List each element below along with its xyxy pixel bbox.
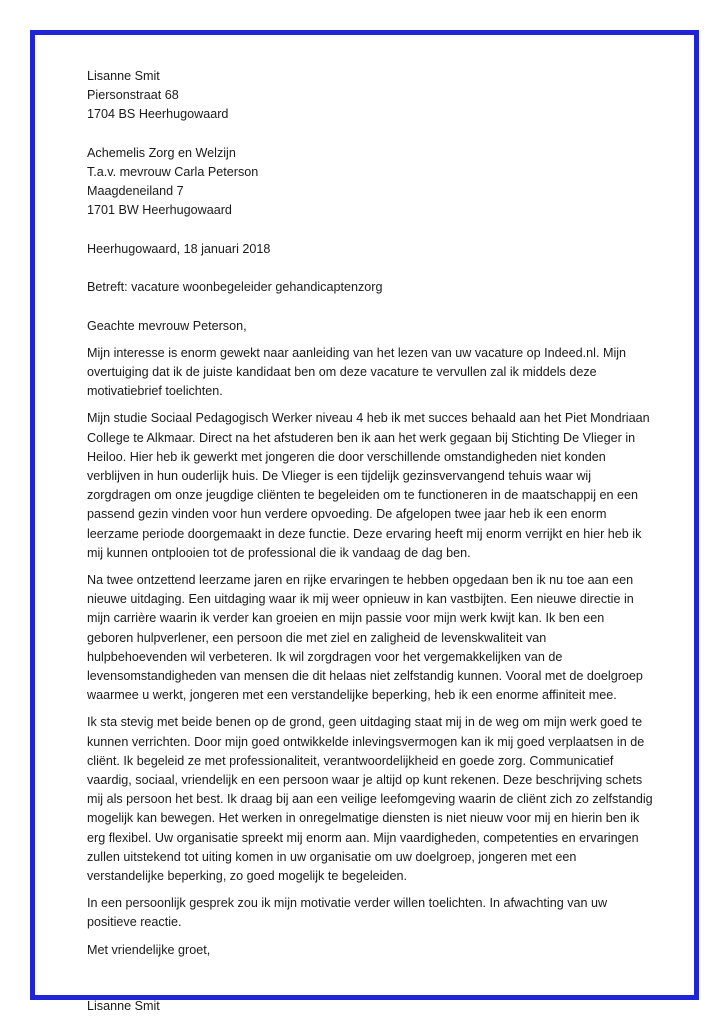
paragraph-line: waarmee u werkt, jongeren met een verstandelijke beperking, heb ik een enorme affiniteit mee. [87,688,617,703]
subject-line: Betreft: vacature woonbegeleider gehandicaptenzorg [87,280,383,295]
paragraph-line: Mijn interesse is enorm gewekt naar aanleiding van het lezen van uw vacature op Indeed.nl. Mijn [87,345,627,360]
paragraph-line: motivatiebrief toelichten. [87,384,223,399]
place-date: Heerhugowaard, 18 januari 2018 [87,241,271,256]
signature-name: Lisanne Smit [87,998,160,1013]
paragraph-line: leerzame periode doorgemaakt in deze functie. Deze ervaring heeft mij enorm verrijkt en hier heb ik [87,526,642,541]
paragraph-line: cliënt. Ik begeleid ze met professionaliteit, verantwoordelijkheid en goede zorg. Communicatief [87,753,614,768]
paragraph-line: mogelijk kan bewegen. Het werken in onregelmatige diensten is niet nieuw voor mij en hierin ben ik [87,811,640,826]
paragraph-line: nieuwe uitdaging. Een uitdaging waar ik mij weer opnieuw in kan vastbijten. Een nieuwe directie in [87,592,634,607]
paragraph-line: mijn carrière waarin ik verder kan groeien en mijn passie voor mijn werk kwijt kan. Ik ben een [87,611,605,626]
recipient-street: Maagdeneiland 7 [87,184,184,199]
paragraph-line: Mijn studie Sociaal Pedagogisch Werker niveau 4 heb ik met succes behaald aan het Piet Mondriaan [87,411,650,426]
paragraph-line: passend gezin vinden voor hun verdere opvoeding. De afgelopen twee jaar heb ik een enorm [87,507,607,522]
paragraph-line: mij als persoon het best. Ik draag bij aan een veilige leefomgeving waarin de cliënt zich zo zelfstandig [87,792,653,807]
paragraph-line: kunnen verrichten. Door mijn goed ontwikkelde inlevingsvermogen kan ik mij goed verplaatsen in de [87,734,645,749]
paragraph-4 [87,713,653,886]
paragraph-5 [87,894,647,932]
paragraph-line: Na twee ontzettend leerzame jaren en rijke ervaringen te hebben opgedaan ben ik nu toe aan een [87,573,634,588]
letter-body [87,67,653,1016]
paragraph-line: overtuiging dat ik de juiste kandidaat ben om deze vacature te vervullen zal ik middels deze [87,364,597,379]
paragraph-line: vaardig, sociaal, vriendelijk en een persoon waar je altijd op kunt rekenen. Deze beschrijving schets [87,773,643,788]
recipient-city: 1701 BW Heerhugowaard [87,203,232,218]
paragraph-line: hulpbehoevenden wil verbeteren. Ik wil zorgdragen voor het vergemakkelijken van de [87,649,563,664]
closing: Met vriendelijke groet, [87,942,211,957]
sender-city: 1704 BS Heerhugowaard [87,107,229,122]
paragraph-1 [87,344,647,402]
paragraph-line: erg flexibel. Uw organisatie spreekt mij enorm aan. Mijn vaardigheden, competenties en ervaringen [87,830,639,845]
paragraph-line: verblijven in hun ouderlijk huis. De Vlieger is een tijdelijk gezinsvervangend tehuis waar wij [87,469,592,483]
paragraph-line: Ik sta stevig met beide benen op de grond, geen uitdaging staat mij in de weg om mijn werk goed te [87,715,643,730]
paragraph-2 [87,409,650,563]
salutation: Geachte mevrouw Peterson, [87,318,247,333]
recipient-address [87,144,647,221]
paragraph-3 [87,571,647,705]
paragraph-line: verstandelijke beperking, zo goed mogelijk te begeleiden. [87,869,407,884]
recipient-attention: T.a.v. mevrouw Carla Peterson [87,165,259,179]
recipient-organisation: Achemelis Zorg en Welzijn [87,145,236,160]
paragraph-line: positieve reactie. [87,915,182,930]
paragraph-line: College te Alkmaar. Direct na het afstuderen ben ik aan het werk gegaan bij Stichting De Vlieger in [87,430,636,445]
sender-street: Piersonstraat 68 [87,88,179,103]
paragraph-line: zullen uitstekend tot uiting komen in uw organisatie om uw doelgroep, jongeren met een [87,849,577,864]
paragraph-line: mij kunnen ontplooien tot de professional die ik vandaag de dag ben. [87,545,471,560]
paragraph-line: levensomstandigheden van mensen die dit helaas niet zelfstandig kunnen. Vooral met de doelgroep [87,669,643,684]
paragraph-line: In een persoonlijk gesprek zou ik mijn motivatie verder willen toelichten. In afwachting van uw [87,896,608,911]
paragraph-line: zorgdragen om onze jeugdige cliënten te begeleiden om te functioneren in de maatschappij en een [87,488,639,503]
paragraph-line: geboren hulpverlener, een persoon die met ziel en zaligheid de levenskwaliteit van [87,630,547,645]
sender-address [87,67,647,125]
paragraph-line: Heiloo. Hier heb ik gewerkt met jongeren die door verschillende omstandigheden niet konden [87,449,606,464]
sender-name: Lisanne Smit [87,69,160,83]
